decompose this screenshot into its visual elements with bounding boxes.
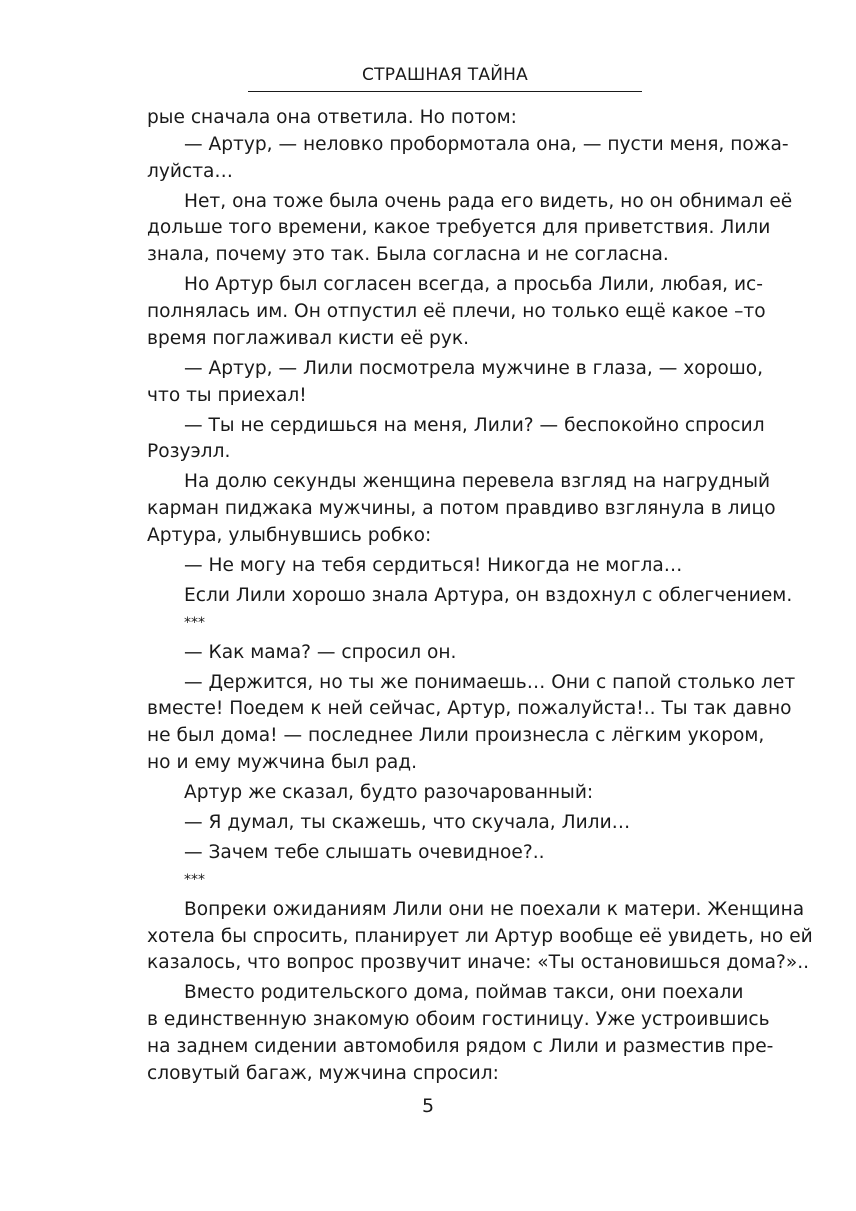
text-line: — Ты не сердишься на меня, Лили? — беспокойно спросил — [184, 414, 765, 436]
text-line: полнялась им. Он отпустил её плечи, но только ещё какое –то — [147, 300, 766, 322]
text-line: На долю секунды женщина перевела взгляд на нагрудный — [184, 471, 771, 493]
text-line: в единственную знакомую обоим гостиницу. Уже устроившись — [147, 1009, 770, 1031]
text-line: на заднем сидении автомобиля рядом с Лили и разместив пре- — [147, 1035, 774, 1057]
text-line: время поглаживал кисти её рук. — [147, 327, 469, 349]
text-line: карман пиджака мужчины, а потом правдиво взглянула в лицо — [147, 498, 776, 520]
text-line: не был дома! — последнее Лили произнесла с лёгким укором, — [147, 725, 765, 747]
text-line: Артура, улыбнувшись робко: — [147, 524, 432, 546]
running-head: СТРАШНАЯ ТАЙНА — [362, 65, 528, 85]
text-line: хотела бы спросить, планирует ли Артур вообще её увидеть, но ей — [147, 925, 813, 947]
text-line: Вопреки ожиданиям Лили они не поехали к матери. Женщина — [184, 898, 805, 920]
text-line: словутый багаж, мужчина спросил: — [147, 1062, 499, 1084]
text-line: — Зачем тебе слышать очевидное?.. — [184, 841, 545, 863]
text-line: — Артур, — неловко пробормотала она, — пусти меня, пожа- — [184, 133, 789, 155]
text-line: — Как мама? — спросил он. — [184, 641, 457, 663]
text-line: Если Лили хорошо знала Артура, он вздохнул с облегчением. — [184, 584, 793, 606]
text-line: Нет, она тоже была очень рада его видеть, но он обнимал её — [184, 190, 793, 212]
scene-break: *** — [184, 871, 205, 888]
text-line: — Я думал, ты скажешь, что скучала, Лили… — [184, 811, 631, 833]
text-line: — Артур, — Лили посмотрела мужчине в глаза, — хорошо, — [184, 357, 764, 379]
text-line: рые сначала она ответила. Но потом: — [147, 107, 517, 128]
text-line: дольше того времени, какое требуется для приветствия. Лили — [147, 217, 771, 239]
text-line: луйста… — [147, 160, 234, 182]
header-rule — [248, 91, 642, 92]
text-line: Артур же сказал, будто разочарованный: — [184, 782, 594, 803]
text-line: — Не могу на тебя сердиться! Никогда не могла… — [184, 554, 683, 576]
body-text — [147, 105, 813, 1088]
text-line: Вместо родительского дома, поймав такси, они поехали — [184, 982, 744, 1004]
page-number: 5 — [421, 1095, 435, 1117]
text-line: казалось, что вопрос прозвучит иначе: «Ты остановишься дома?».. — [147, 952, 810, 974]
text-line: что ты приехал! — [147, 384, 307, 406]
text-line: Но Артур был согласен всегда, а просьба Лили, любая, ис- — [184, 274, 763, 296]
text-line: знала, почему это так. Была согласна и не согласна. — [147, 244, 669, 266]
scene-break: *** — [184, 614, 205, 631]
text-line: но и ему мужчина был рад. — [147, 752, 418, 774]
text-line: вместе! Поедем к ней сейчас, Артур, пожалуйста!.. Ты так давно — [147, 698, 792, 720]
text-line: — Держится, но ты же понимаешь… Они с папой столько лет — [184, 671, 796, 693]
text-line: Розуэлл. — [147, 441, 231, 463]
